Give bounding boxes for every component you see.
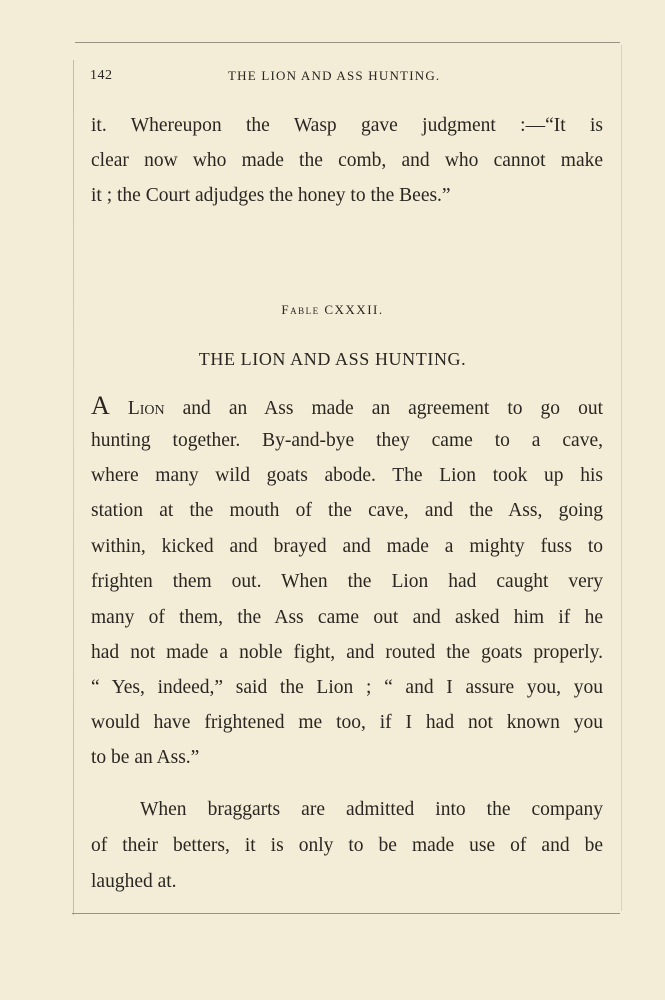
top-rule — [75, 42, 620, 43]
fable-line: hunting together. By-and-bye they came to a cave, — [91, 430, 603, 451]
fable-line: where many wild goats abode. The Lion took up his — [91, 465, 603, 486]
fable-line: “ Yes, indeed,” said the Lion ; “ and I assure you, you — [91, 677, 603, 698]
right-margin-rule — [621, 45, 622, 911]
continued-line: it ; the Court adjudges the honey to the Bees.” — [91, 185, 451, 206]
running-title: THE LION AND ASS HUNTING. — [228, 68, 441, 83]
moral-line: When braggarts are admitted into the company — [140, 799, 603, 820]
fable-line: many of them, the Ass came out and asked him if he — [91, 607, 603, 628]
page-number: 142 — [90, 68, 113, 83]
continued-line: it. Whereupon the Wasp gave judgment :—“It is — [91, 115, 603, 136]
fable-line: would have frightened me too, if I had not known you — [91, 712, 603, 733]
left-margin-rule — [73, 60, 74, 915]
fable-line: station at the mouth of the cave, and the Ass, going — [91, 500, 603, 521]
moral-line: laughed at. — [91, 871, 177, 892]
fable-line: frighten them out. When the Lion had caught very — [91, 571, 603, 592]
small-caps-word: Lion — [127, 398, 165, 419]
fable-first-line — [91, 391, 604, 421]
bottom-rule — [72, 913, 620, 914]
first-line-rest: and an Ass made an agreement to go out — [182, 398, 604, 419]
fable-number: Fable CXXXII. — [281, 302, 384, 317]
fable-line: within, kicked and brayed and made a mighty fuss to — [91, 536, 603, 557]
moral-line: of their betters, it is only to be made use of and be — [91, 835, 603, 856]
running-head — [90, 68, 605, 88]
drop-cap: A — [91, 391, 110, 420]
fable-title: THE LION AND ASS HUNTING. — [198, 349, 467, 369]
continued-line: clear now who made the comb, and who cannot make — [91, 150, 603, 171]
fable-line: to be an Ass.” — [91, 747, 200, 768]
fable-line: had not made a noble fight, and routed the goats properly. — [91, 642, 603, 663]
